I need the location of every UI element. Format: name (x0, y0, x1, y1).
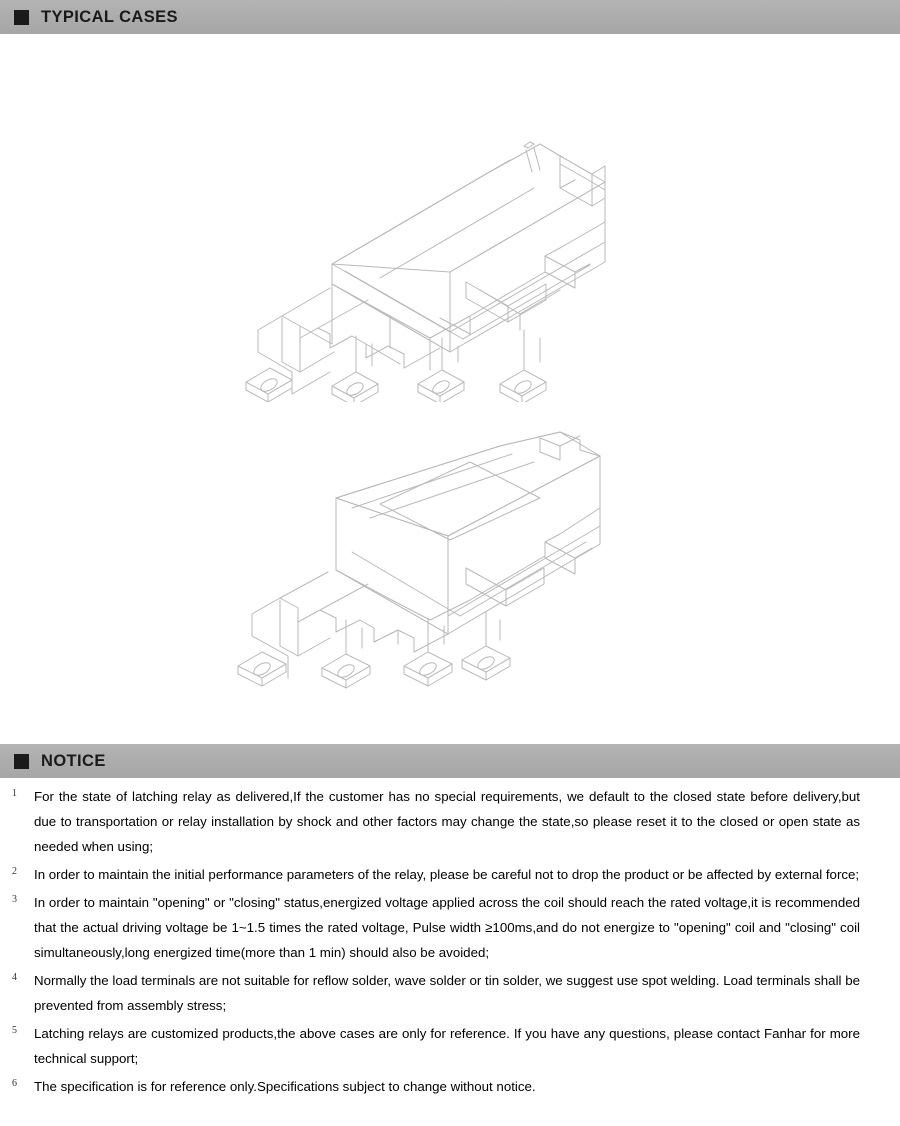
list-item (12, 1021, 860, 1071)
list-item-text: Normally the load terminals are not suitable for reflow solder, wave solder or tin solder, we suggest use spot welding. Load terminals shall be prevented from assembly stress; (34, 973, 860, 1013)
list-item (12, 784, 860, 859)
section-title: NOTICE (41, 751, 106, 770)
latching-relay-isometric-view-2 (0, 416, 900, 736)
latching-relay-isometric-view-1 (0, 72, 900, 402)
list-item (12, 890, 860, 965)
list-item (12, 968, 860, 1018)
list-item-number: 6 (12, 1078, 17, 1089)
list-item-number: 4 (12, 972, 17, 983)
list-item-text: Latching relays are customized products,the above cases are only for reference. If you have any questions, please contact Fanhar for more technical support; (34, 1026, 860, 1066)
section-header-notice (0, 744, 900, 778)
list-item-number: 2 (12, 866, 17, 877)
list-item-number: 3 (12, 894, 17, 905)
list-item-number: 1 (12, 788, 17, 799)
section-title: TYPICAL CASES (41, 7, 178, 26)
list-item-number: 5 (12, 1025, 17, 1036)
notice-list (0, 778, 900, 1099)
list-item-text: In order to maintain "opening" or "closing" status,energized voltage applied across the coil should reach the rated voltage,it is recommended that the actual driving voltage be 1~1.5 times the rated voltage, Pulse width ≥100ms,and do not energize to "opening" coil and "closing" coil simultaneously,long energized time(more than 1 min) should also be avoided; (34, 895, 860, 960)
black-square-icon (14, 754, 29, 769)
list-item-text: The specification is for reference only.Specifications subject to change without notice. (34, 1079, 536, 1094)
typical-cases-drawings (0, 34, 900, 744)
black-square-icon (14, 10, 29, 25)
list-item (12, 1074, 860, 1099)
list-item-text: For the state of latching relay as delivered,If the customer has no special requirements, we default to the closed state before delivery,but due to transportation or relay installation by shock and other factors may change the state,so please reset it to the closed or open state as needed when using; (34, 789, 860, 854)
list-item-text: In order to maintain the initial performance parameters of the relay, please be careful not to drop the product or be affected by external force; (34, 867, 860, 882)
list-item (12, 862, 860, 887)
section-header-typical-cases (0, 0, 900, 34)
